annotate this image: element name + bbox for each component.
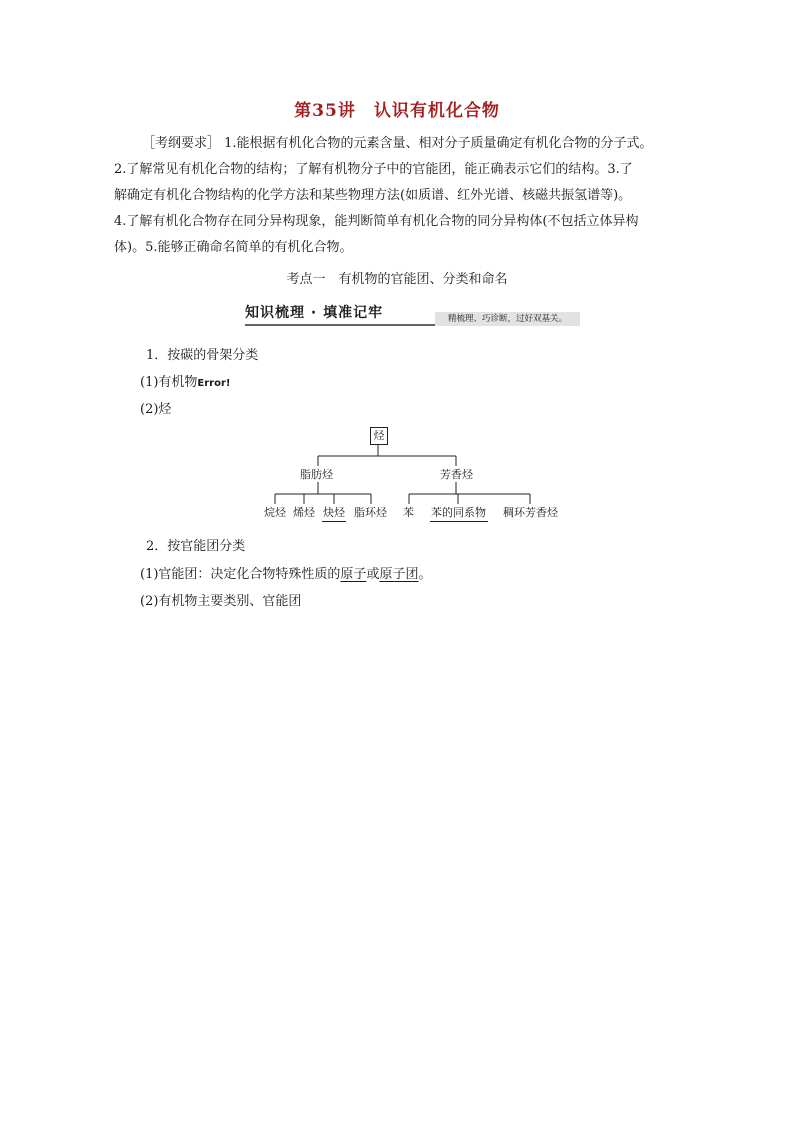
section1-item2: (2)烃: [140, 402, 172, 417]
requirement-line: 解确定有机化合物结构的化学方法和某些物理方法(如质谱、红外光谱、核磁共振氢谱等)。: [114, 188, 632, 203]
fill-blank-group: 原子团: [379, 567, 419, 582]
section2-heading: 2．按官能团分类: [146, 539, 246, 554]
section1-item1: [140, 371, 230, 390]
tree-leaf-fused-aromatics: 稠环芳香烃: [503, 506, 558, 519]
section2-item1: [140, 563, 431, 582]
item1-text: (1)有机物: [140, 375, 198, 390]
tree-leaf-alkene: 烯烃: [293, 506, 315, 519]
item-text: 。: [418, 567, 432, 582]
blank-underline: [322, 521, 346, 522]
page-title: 第35讲 认识有机化合物: [294, 101, 500, 121]
item-text: 或: [366, 567, 380, 582]
fill-blank-atom: 原子: [340, 567, 367, 582]
tree-root-node: 烃: [370, 427, 388, 445]
item-text: (1)官能团：决定化合物特殊性质的: [140, 567, 341, 582]
tree-leaf-alkane: 烷烃: [264, 506, 286, 519]
tree-node-aliphatic: 脂肪烃: [300, 468, 333, 481]
exam-requirements: [114, 131, 684, 261]
tree-leaf-benzene: 苯: [403, 506, 414, 519]
tree-leaf-alkyne: 炔烃: [323, 506, 345, 519]
tree-leaf-benzene-homologs: 苯的同系物: [431, 506, 486, 519]
section-heading: 考点一 有机物的官能团、分类和命名: [286, 272, 508, 287]
tree-node-aromatic: 芳香烃: [440, 468, 473, 481]
section2-item2: (2)有机物主要类别、官能团: [140, 594, 302, 609]
requirement-line: ［考纲要求］ 1.能根据有机化合物的元素含量、相对分子质量确定有机化合物的分子式。: [142, 136, 653, 151]
banner-tagline: 精梳理、巧诊断，过好双基关。: [435, 312, 580, 326]
section1-heading: 1．按碳的骨架分类: [146, 348, 259, 363]
blank-underline: [430, 521, 488, 522]
requirement-line: 2.了解常见有机化合物的结构；了解有机物分子中的官能团，能正确表示它们的结构。3.了: [114, 162, 633, 177]
requirement-line: 4.了解有机化合物存在同分异构现象，能判断简单有机化合物的同分异构体(不包括立体异构: [114, 214, 639, 229]
knowledge-banner: [245, 302, 580, 326]
tree-leaf-cycloalkane: 脂环烃: [354, 506, 387, 519]
requirement-line: 体)。5.能够正确命名简单的有机化合物。: [114, 240, 353, 255]
banner-title: 知识梳理 · 填准记牢: [245, 305, 384, 321]
error-placeholder: Error!: [197, 378, 231, 389]
